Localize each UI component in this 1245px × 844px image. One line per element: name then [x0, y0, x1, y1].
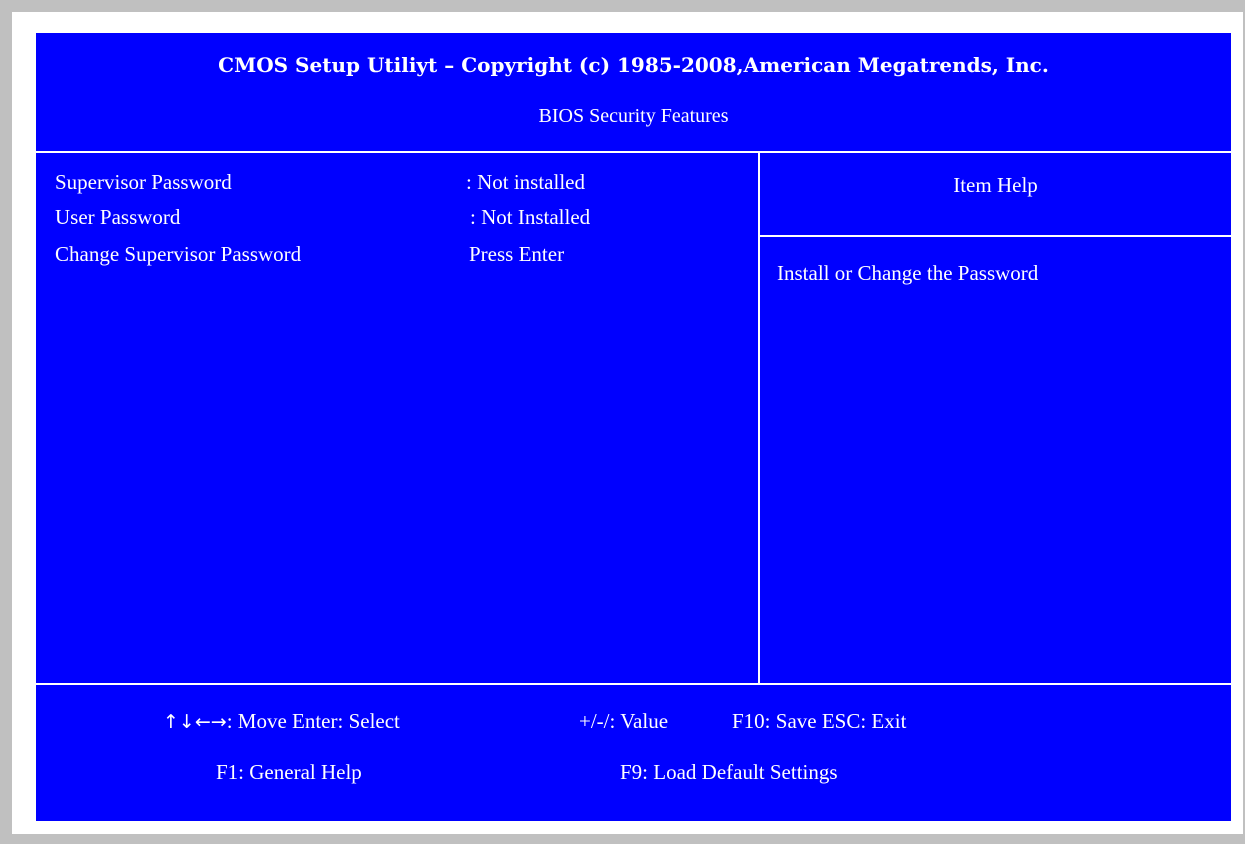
- item-help-title: Item Help: [953, 173, 1038, 197]
- footer-save-exit: F10: Save ESC: Exit: [732, 709, 907, 733]
- panel-divider: [758, 153, 760, 684]
- footer-move-select: [163, 709, 400, 734]
- option-name: Supervisor Password: [55, 170, 232, 194]
- help-divider: [760, 235, 1231, 237]
- screenshot-frame: [12, 12, 1243, 834]
- footer-value: +/-/: Value: [579, 709, 669, 733]
- arrow-keys-icon: ↑↓←→: [163, 711, 227, 733]
- footer-load-defaults: F9: Load Default Settings: [620, 760, 838, 784]
- item-help-text: Install or Change the Password: [777, 261, 1039, 285]
- option-value: : Not Installed: [470, 205, 591, 229]
- option-name: User Password: [55, 205, 181, 229]
- footer-move-select-label: : Move Enter: Select: [226, 709, 400, 733]
- bios-screen: [34, 31, 1233, 823]
- footer-divider: [36, 683, 1231, 685]
- option-value: Press Enter: [469, 242, 565, 266]
- header-divider: [36, 151, 1231, 153]
- option-name: Change Supervisor Password: [55, 242, 302, 266]
- page-title: CMOS Setup Utiliyt – Copyright (c) 1985-2008,American Megatrends, Inc.: [218, 53, 1049, 77]
- page-subtitle: BIOS Security Features: [538, 105, 729, 127]
- footer-general-help: F1: General Help: [216, 760, 362, 784]
- option-value: : Not installed: [466, 170, 585, 194]
